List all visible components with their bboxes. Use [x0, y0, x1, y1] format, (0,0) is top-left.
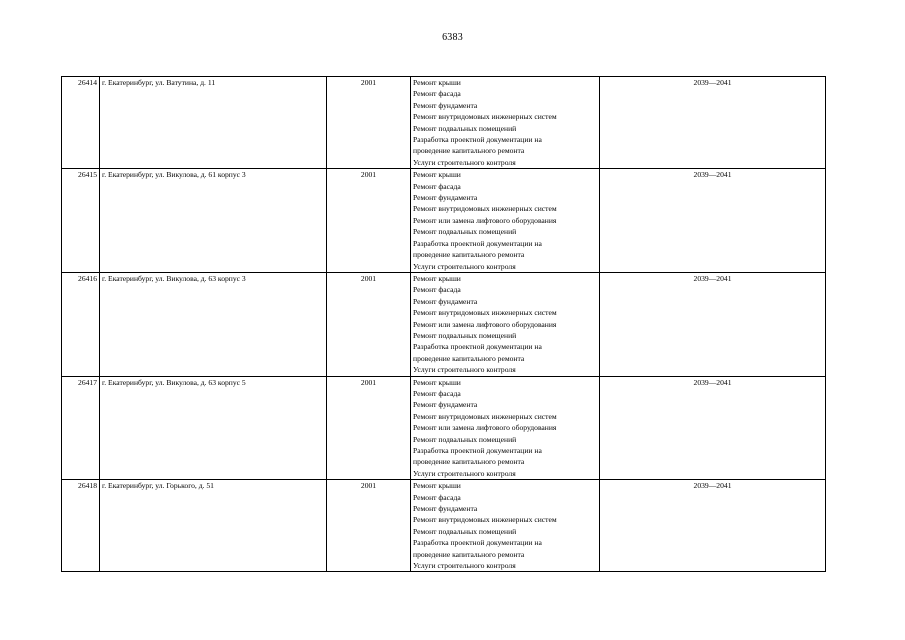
- period-cell: 2039—2041: [600, 77, 826, 169]
- work-item: Ремонт фундамента: [413, 193, 478, 203]
- work-item: Ремонт фасада: [413, 285, 461, 295]
- address-cell: г. Екатеринбург, ул. Викулова, д. 63 корпус 5: [100, 376, 327, 480]
- period-cell: 2039—2041: [600, 480, 826, 572]
- row-number-cell: 26415: [62, 169, 100, 273]
- work-item: Разработка проектной документации на: [413, 238, 542, 248]
- work-item: проведение капитального ремонта: [413, 353, 525, 363]
- table-body: [62, 77, 826, 572]
- work-item: Разработка проектной документации на: [413, 538, 542, 548]
- table-row: [62, 77, 826, 169]
- work-item: проведение капитального ремонта: [413, 549, 525, 559]
- row-number-cell: 26417: [62, 376, 100, 480]
- work-item: Услуги строительного контроля: [413, 157, 516, 167]
- works-cell: [411, 77, 600, 169]
- work-item: Ремонт подвальных помещений: [413, 526, 517, 536]
- work-item: Ремонт внутридомовых инженерных систем: [413, 308, 557, 318]
- work-item: Разработка проектной документации на: [413, 135, 542, 145]
- address-cell: г. Екатеринбург, ул. Викулова, д. 63 корпус 3: [100, 272, 327, 376]
- work-item: Ремонт фундамента: [413, 504, 478, 514]
- works-cell: [411, 376, 600, 480]
- year-cell: 2001: [327, 480, 411, 572]
- table-row: [62, 376, 826, 480]
- work-item: Разработка проектной документации на: [413, 446, 542, 455]
- work-item: Услуги строительного контроля: [413, 561, 516, 571]
- period-cell: 2039—2041: [600, 272, 826, 376]
- year-cell: 2001: [327, 169, 411, 273]
- table-row: [62, 169, 826, 273]
- address-cell: г. Екатеринбург, ул. Ватутина, д. 11: [100, 77, 327, 169]
- work-item: Ремонт внутридомовых инженерных систем: [413, 515, 557, 525]
- work-item: Ремонт фасада: [413, 181, 461, 191]
- work-item: Ремонт фасада: [413, 89, 461, 99]
- row-number-cell: 26416: [62, 272, 100, 376]
- work-item: проведение капитального ремонта: [413, 250, 525, 260]
- work-item: Ремонт или замена лифтового оборудования: [413, 319, 557, 329]
- work-item: Ремонт крыши: [413, 377, 461, 387]
- work-item: Ремонт подвальных помещений: [413, 123, 517, 133]
- year-cell: 2001: [327, 77, 411, 169]
- address-cell: г. Екатеринбург, ул. Горького, д. 51: [100, 480, 327, 572]
- work-item: Ремонт внутридомовых инженерных систем: [413, 204, 557, 214]
- repair-schedule-table: [61, 76, 826, 572]
- work-item: Ремонт крыши: [413, 170, 461, 180]
- work-item: Ремонт внутридомовых инженерных систем: [413, 411, 557, 421]
- table-row: [62, 272, 826, 376]
- work-item: Ремонт крыши: [413, 481, 461, 491]
- row-number-cell: 26414: [62, 77, 100, 169]
- work-item: Ремонт фундамента: [413, 100, 478, 110]
- work-item: Услуги строительного контроля: [413, 261, 516, 271]
- work-item: Ремонт внутридомовых инженерных систем: [413, 112, 557, 122]
- work-item: проведение капитального ремонта: [413, 146, 525, 156]
- table-row: [62, 480, 826, 572]
- work-item: Ремонт крыши: [413, 78, 461, 87]
- work-item: Ремонт фасада: [413, 492, 461, 502]
- work-item: Услуги строительного контроля: [413, 365, 516, 375]
- period-cell: 2039—2041: [600, 376, 826, 480]
- work-item: Ремонт или замена лифтового оборудования: [413, 215, 557, 225]
- row-number-cell: 26418: [62, 480, 100, 572]
- work-item: Ремонт фасада: [413, 388, 461, 398]
- work-item: Ремонт подвальных помещений: [413, 330, 517, 340]
- work-item: Ремонт подвальных помещений: [413, 227, 517, 237]
- work-item: Разработка проектной документации на: [413, 342, 542, 352]
- work-item: Ремонт крыши: [413, 273, 461, 283]
- address-cell: г. Екатеринбург, ул. Викулова, д. 61 корпус 3: [100, 169, 327, 273]
- work-item: Ремонт или замена лифтового оборудования: [413, 423, 557, 433]
- year-cell: 2001: [327, 376, 411, 480]
- works-cell: [411, 480, 600, 572]
- work-item: Ремонт подвальных помещений: [413, 434, 517, 444]
- work-item: Ремонт фундамента: [413, 400, 478, 410]
- works-cell: [411, 272, 600, 376]
- work-item: Ремонт фундамента: [413, 296, 478, 306]
- page-number: 6383: [442, 32, 463, 43]
- work-item: Услуги строительного контроля: [413, 468, 516, 478]
- year-cell: 2001: [327, 272, 411, 376]
- works-cell: [411, 169, 600, 273]
- period-cell: 2039—2041: [600, 169, 826, 273]
- work-item: проведение капитального ремонта: [413, 457, 525, 467]
